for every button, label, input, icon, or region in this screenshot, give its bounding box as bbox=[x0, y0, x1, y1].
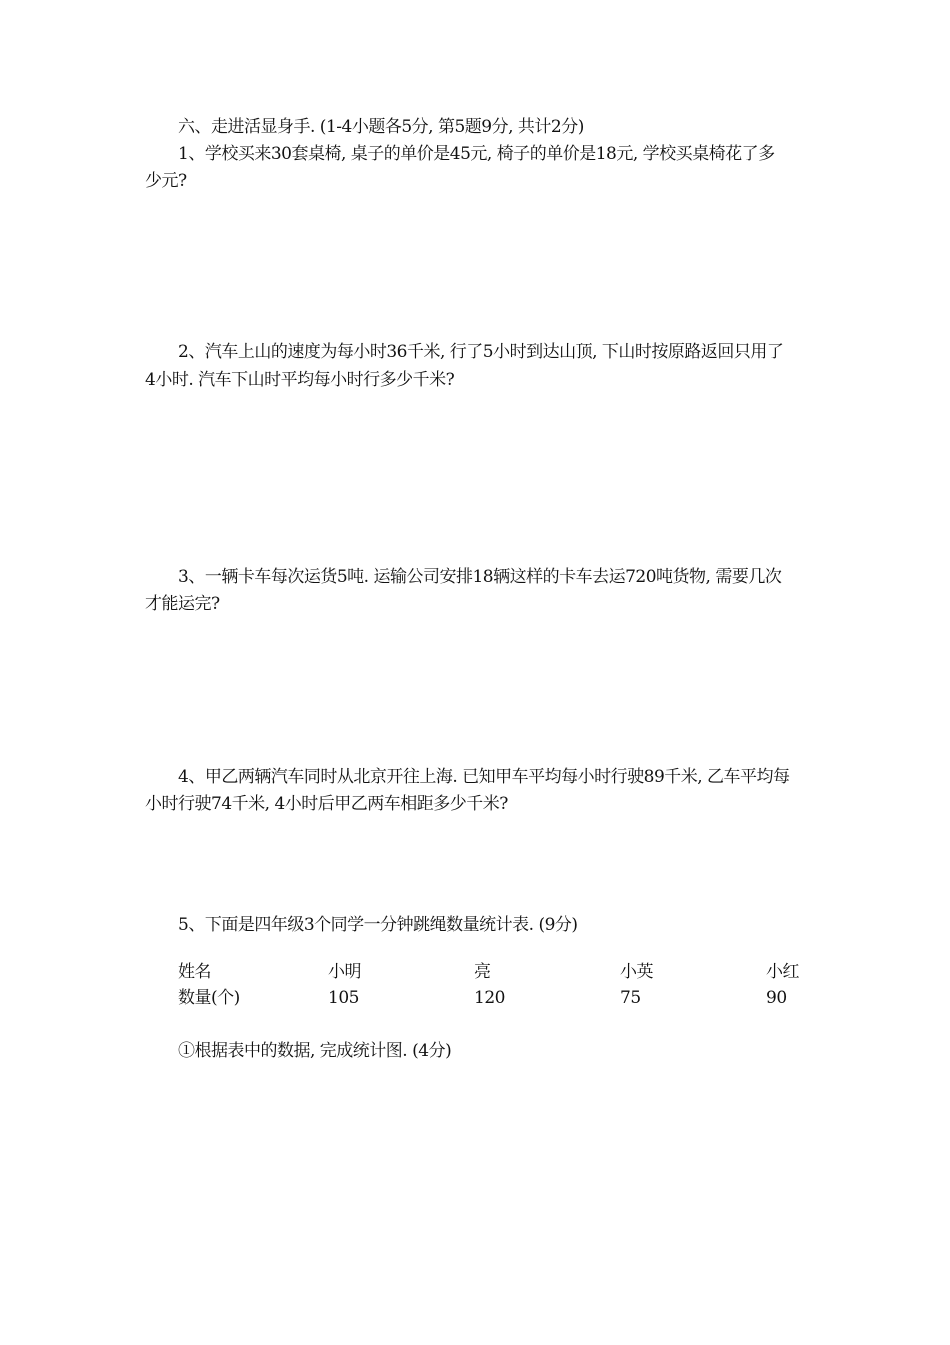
question-1-line-1: 1、学校买来30套桌椅, 桌子的单价是45元, 椅子的单价是18元, 学校买桌椅花了多 bbox=[178, 144, 775, 164]
table-header-cell: 亮 bbox=[474, 962, 491, 982]
table-cell: 120 bbox=[474, 988, 505, 1008]
table-cell: 105 bbox=[328, 988, 359, 1008]
table-cell: 数量(个) bbox=[178, 988, 240, 1008]
table-header-cell: 小英 bbox=[620, 962, 653, 982]
question-2-line-2: 4小时. 汽车下山时平均每小时行多少千米? bbox=[145, 370, 455, 390]
question-1-line-2: 少元? bbox=[145, 171, 187, 191]
question-3-line-1: 3、一辆卡车每次运货5吨. 运输公司安排18辆这样的卡车去运720吨货物, 需要几次 bbox=[178, 567, 782, 587]
question-4-line-1: 4、甲乙两辆汽车同时从北京开往上海. 已知甲车平均每小时行驶89千米, 乙车平均每 bbox=[178, 767, 790, 787]
question-5-line-1: 5、下面是四年级3个同学一分钟跳绳数量统计表. (9分) bbox=[178, 915, 578, 935]
section-heading: 六、走进活显身手. (1-4小题各5分, 第5题9分, 共计2分) bbox=[178, 117, 584, 137]
table-header-cell: 小明 bbox=[328, 962, 361, 982]
question-4-line-2: 小时行驶74千米, 4小时后甲乙两车相距多少千米? bbox=[145, 794, 508, 814]
question-2-line-1: 2、汽车上山的速度为每小时36千米, 行了5小时到达山顶, 下山时按原路返回只用了 bbox=[178, 342, 784, 362]
table-cell: 75 bbox=[620, 988, 641, 1008]
table-header-cell: 姓名 bbox=[178, 962, 211, 982]
subquestion-1: ①根据表中的数据, 完成统计图. (4分) bbox=[178, 1041, 452, 1061]
table-header-cell: 小红 bbox=[766, 962, 799, 982]
question-3-line-2: 才能运完? bbox=[145, 594, 220, 614]
table-cell: 90 bbox=[766, 988, 787, 1008]
